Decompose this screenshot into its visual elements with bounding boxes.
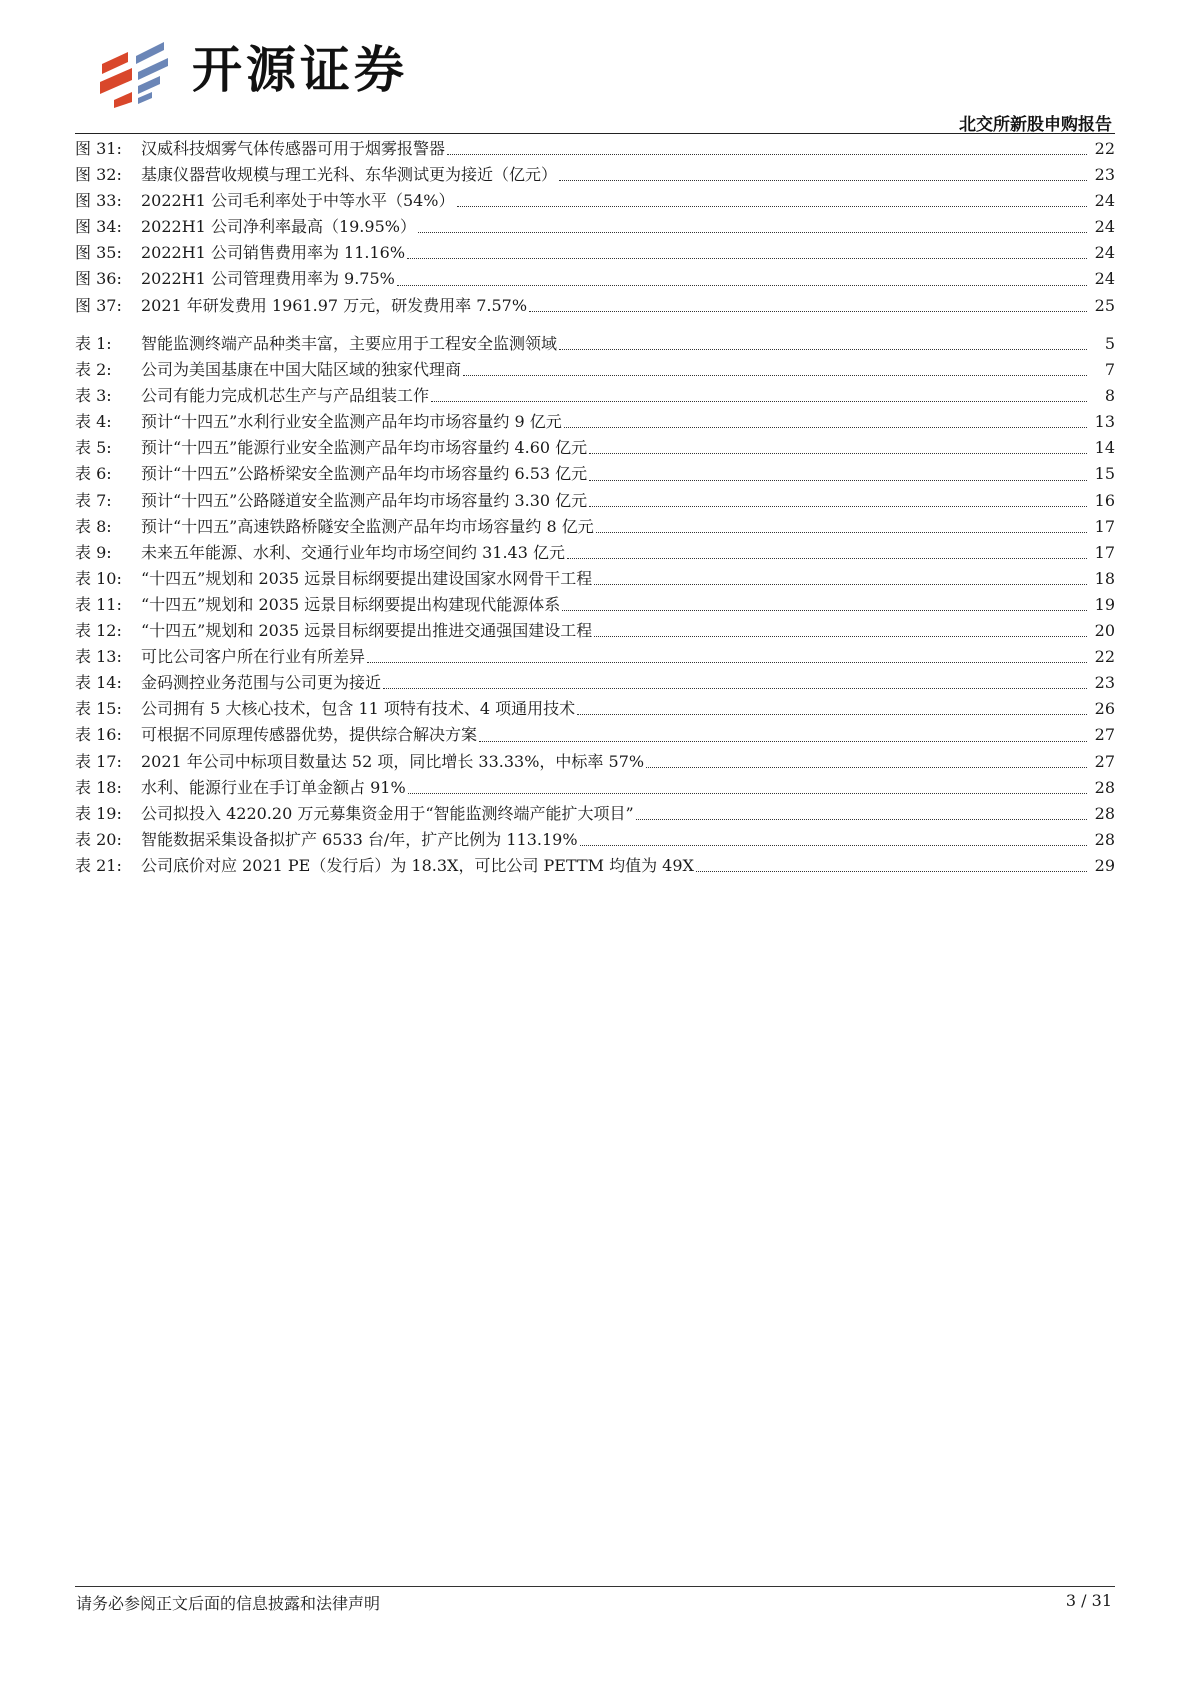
toc-entry-title: 金码测控业务范围与公司更为接近 [141,673,382,693]
toc-entry[interactable] [75,827,1115,853]
toc-entry[interactable] [75,357,1115,383]
toc-entry[interactable] [75,644,1115,670]
footer-divider [75,1586,1115,1587]
toc-entry-label: 表 1: [75,334,112,353]
toc-entry-title: “十四五”规划和 2035 远景目标纲要提出构建现代能源体系 [141,594,561,614]
dot-leader [447,153,1087,155]
toc-entry-title: 预计“十四五”高速铁路桥隧安全监测产品年均市场容量约 8 亿元 [141,516,594,536]
toc-entry-label: 表 14: [75,673,122,693]
dot-leader [594,635,1087,637]
toc-entry-page: 24 [1094,269,1115,289]
dot-leader [589,452,1087,454]
toc-entry[interactable] [75,409,1115,435]
dot-leader [418,231,1087,233]
toc-entry-page: 23 [1094,673,1115,693]
dot-leader [580,844,1087,846]
toc-entry-page: 13 [1094,412,1115,432]
toc-entry[interactable] [75,722,1115,748]
toc-entry-label: 表 13: [75,647,122,667]
toc-entry-title: 2022H1 公司管理费用率为 9.75% [141,269,395,289]
kaiyuan-logo-icon [98,38,184,108]
toc-entry-page: 22 [1094,139,1115,158]
toc-entry-label: 表 9: [75,542,112,562]
dot-leader [529,310,1087,312]
toc-entry[interactable] [75,853,1115,879]
toc-entry-page: 28 [1094,777,1115,797]
toc-entry[interactable] [75,293,1115,319]
toc-entry[interactable] [75,775,1115,801]
toc-entry-page: 22 [1094,647,1115,667]
toc-entry[interactable] [75,488,1115,514]
toc-entry-title: 智能数据采集设备拟扩产 6533 台/年，扩产比例为 113.19% [141,829,578,849]
toc-entry-title: 2021 年公司中标项目数量达 52 项，同比增长 33.33%，中标率 57% [141,751,645,771]
dot-leader [397,284,1087,286]
toc-entry-title: 水利、能源行业在手订单金额占 91% [141,777,406,797]
toc-entry[interactable] [75,461,1115,487]
toc-entry-page: 20 [1094,621,1115,641]
toc-entry[interactable] [75,266,1115,292]
toc-entry-title: 公司拥有 5 大核心技术，包含 11 项特有技术、4 项通用技术 [141,699,576,719]
toc-entry-label: 表 7: [75,490,112,510]
toc-entry[interactable] [75,749,1115,775]
toc-entry-page: 15 [1094,464,1115,484]
toc-entry-page: 27 [1094,751,1115,771]
table-index [75,331,1115,879]
dot-leader [696,870,1087,872]
toc-entry[interactable] [75,696,1115,722]
toc-entry-label: 图 33: [75,191,122,211]
toc-entry-label: 图 36: [75,269,122,289]
toc-entry[interactable] [75,801,1115,827]
toc-entry[interactable] [75,383,1115,409]
dot-leader [559,179,1087,181]
toc-entry-title: 未来五年能源、水利、交通行业年均市场空间约 31.43 亿元 [141,542,565,562]
toc-entry-label: 表 5: [75,438,112,458]
toc-entry-title: 智能监测终端产品种类丰富，主要应用于工程安全监测领域 [141,334,558,353]
toc-entry[interactable] [75,240,1115,266]
toc-entry-page: 17 [1094,516,1115,536]
toc-entry-page: 28 [1094,803,1115,823]
dot-leader [367,661,1087,663]
toc-entry-label: 表 21: [75,855,122,875]
figure-index [75,136,1115,319]
dot-leader [564,426,1087,428]
toc-entry-label: 表 16: [75,725,122,745]
dot-leader [567,557,1087,559]
toc-entry-label: 表 2: [75,360,112,380]
toc-entry-title: “十四五”规划和 2035 远景目标纲要提出推进交通强国建设工程 [141,621,593,641]
dot-leader [589,505,1087,507]
toc-entry-label: 表 19: [75,803,122,823]
toc-entry[interactable] [75,592,1115,618]
toc-entry-page: 28 [1094,829,1115,849]
toc-entry-page: 5 [1104,334,1115,353]
toc-entry-label: 表 17: [75,751,122,771]
toc-entry-label: 表 11: [75,594,122,614]
toc-entry-page: 24 [1094,243,1115,263]
dot-leader [407,257,1087,259]
dot-leader [383,687,1087,689]
toc-entry[interactable] [75,670,1115,696]
toc-entry-label: 图 34: [75,217,122,237]
toc-entry-label: 表 15: [75,699,122,719]
toc-entry-page: 17 [1094,542,1115,562]
toc-entry[interactable] [75,514,1115,540]
toc-entry-title: 预计“十四五”公路隧道安全监测产品年均市场容量约 3.30 亿元 [141,490,588,510]
toc-entry-title: “十四五”规划和 2035 远景目标纲要提出建设国家水网骨干工程 [141,568,593,588]
dot-leader [457,205,1087,207]
dot-leader [636,818,1087,820]
toc-entry-page: 26 [1094,699,1115,719]
dot-leader [431,400,1087,402]
toc-entry[interactable] [75,618,1115,644]
header-divider [75,133,1115,134]
toc-entry-page: 23 [1094,165,1115,185]
toc-entry-page: 18 [1094,568,1115,588]
toc-entry-page: 24 [1094,217,1115,237]
toc-entry-label: 表 12: [75,621,122,641]
toc-entry[interactable] [75,214,1115,240]
toc-entry[interactable] [75,331,1115,357]
toc-entry[interactable] [75,136,1115,162]
toc-entry-title: 可根据不同原理传感器优势，提供综合解决方案 [141,725,478,745]
toc-entry[interactable] [75,188,1115,214]
toc-entry-title: 汉威科技烟雾气体传感器可用于烟雾报警器 [141,139,446,158]
toc-entry-title: 公司底价对应 2021 PE（发行后）为 18.3X，可比公司 PETTM 均值为 49X [141,855,694,875]
toc-entry-label: 表 6: [75,464,112,484]
toc-entry-title: 公司有能力完成机芯生产与产品组装工作 [141,386,430,406]
toc-entry-page: 27 [1094,725,1115,745]
toc-entry-title: 2022H1 公司净利率最高（19.95%） [141,217,416,237]
toc-entry-title: 预计“十四五”公路桥梁安全监测产品年均市场容量约 6.53 亿元 [141,464,588,484]
toc-entry-label: 表 8: [75,516,112,536]
toc-entry-page: 19 [1094,594,1115,614]
dot-leader [463,374,1087,376]
toc-entry-title: 2021 年研发费用 1961.97 万元，研发费用率 7.57% [141,295,528,315]
toc-entry-label: 图 35: [75,243,122,263]
toc-entry-title: 基康仪器营收规模与理工光科、东华测试更为接近（亿元） [141,165,558,185]
toc-entry-page: 16 [1094,490,1115,510]
toc-entry-label: 图 31: [75,139,122,158]
toc-entry[interactable] [75,162,1115,188]
toc-entry-page: 29 [1094,855,1115,875]
page-header [0,0,1190,135]
dot-leader [594,583,1087,585]
toc-entry[interactable] [75,566,1115,592]
toc-entry-page: 7 [1104,360,1115,380]
report-type: 北交所新股申购报告 [959,115,1112,135]
dot-leader [562,609,1087,611]
dot-leader [577,713,1087,715]
dot-leader [589,479,1087,481]
toc-entry-label: 表 3: [75,386,112,406]
toc-entry-label: 表 4: [75,412,112,432]
toc-entry[interactable] [75,540,1115,566]
toc-entry-title: 2022H1 公司毛利率处于中等水平（54%） [141,191,455,211]
toc-entry-label: 表 18: [75,777,122,797]
toc-entry-title: 预计“十四五”能源行业安全监测产品年均市场容量约 4.60 亿元 [141,438,588,458]
dot-leader [646,766,1087,768]
footer-disclaimer: 请务必参阅正文后面的信息披露和法律声明 [76,1594,381,1613]
page-number: 3 / 31 [1065,1591,1112,1610]
toc-entry-label: 图 37: [75,295,122,315]
toc-entry-page: 8 [1104,386,1115,406]
dot-leader [559,348,1087,350]
toc-entry-title: 可比公司客户所在行业有所差异 [141,647,366,667]
toc-entry-page: 25 [1094,295,1115,315]
toc-entry-label: 图 32: [75,165,122,185]
toc-entry-label: 表 10: [75,568,122,588]
toc-entry-label: 表 20: [75,829,122,849]
toc-entry-title: 公司拟投入 4220.20 万元募集资金用于“智能监测终端产能扩大项目” [141,803,634,823]
brand-name: 开源证券 [192,41,408,99]
dot-leader [479,740,1087,742]
toc-entry-page: 24 [1094,191,1115,211]
toc-entry-title: 预计“十四五”水利行业安全监测产品年均市场容量约 9 亿元 [141,412,562,432]
toc-entry-title: 公司为美国基康在中国大陆区域的独家代理商 [141,360,462,380]
dot-leader [596,531,1087,533]
toc-entry[interactable] [75,435,1115,461]
toc-entry-title: 2022H1 公司销售费用率为 11.16% [141,243,406,263]
dot-leader [408,792,1087,794]
toc-entry-page: 14 [1094,438,1115,458]
